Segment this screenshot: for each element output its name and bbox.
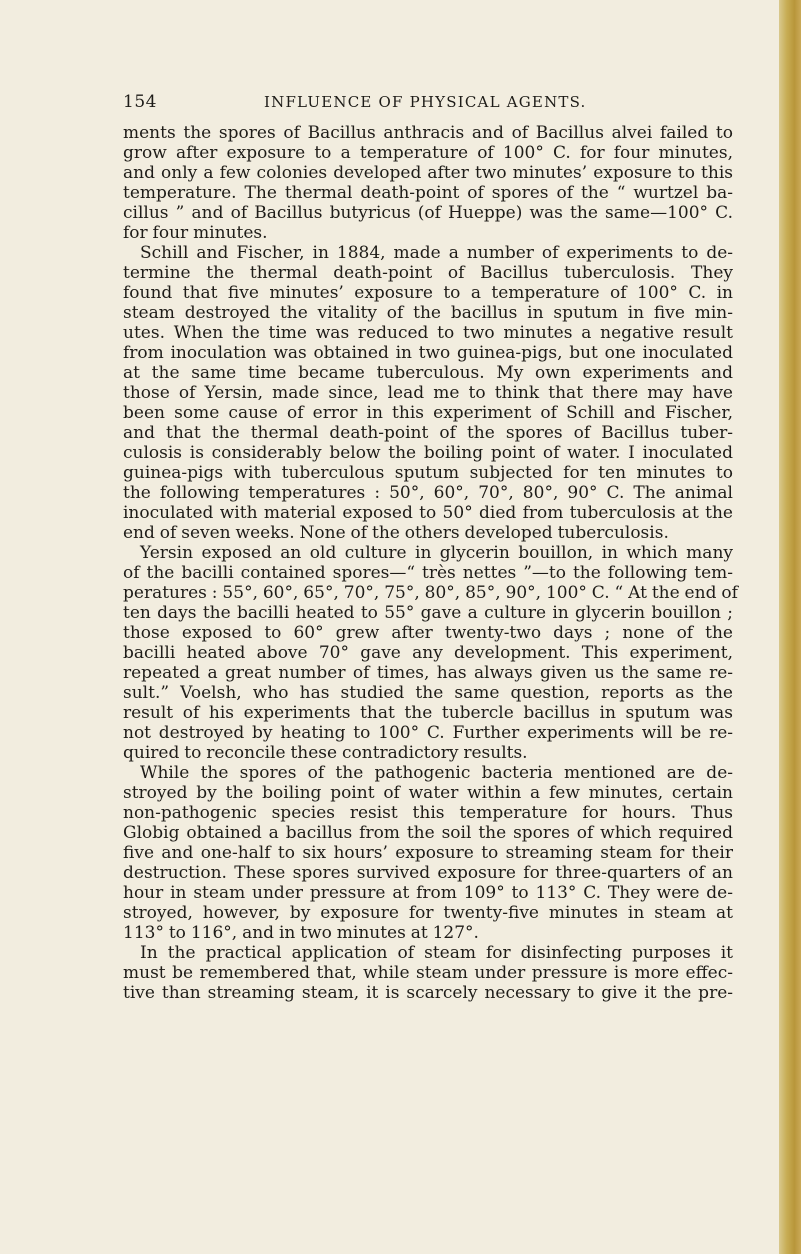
text-line: culosis is considerably below the boiling point of water. I inoculated — [123, 443, 733, 463]
text-line: non-pathogenic species resist this temperature for hours. Thus — [123, 803, 733, 823]
text-line: been some cause of error in this experiment of Schill and Fischer, — [123, 403, 733, 423]
text-line: steam destroyed the vitality of the bacillus in sputum in five min- — [123, 303, 733, 323]
text-line: quired to reconcile these contradictory results. — [123, 743, 528, 763]
text-line: of the bacilli contained spores—“ très nettes ”—to the following tem- — [123, 563, 733, 583]
text-line: end of seven weeks. None of the others developed tuberculosis. — [123, 523, 669, 543]
text-line: result of his experiments that the tubercle bacillus in sputum was — [123, 703, 733, 723]
body-text — [123, 123, 738, 1003]
text-line: Globig obtained a bacillus from the soil the spores of which required — [123, 823, 733, 843]
text-line: must be remembered that, while steam under pressure is more effec- — [123, 963, 733, 983]
text-line: peratures : 55°, 60°, 65°, 70°, 75°, 80°, 85°, 90°, 100° C. “ At the end of — [123, 583, 738, 603]
text-line: at the same time became tuberculous. My own experiments and — [123, 363, 733, 383]
text-line: five and one-half to six hours’ exposure to streaming steam for their — [123, 843, 733, 863]
text-line: temperature. The thermal death-point of spores of the “ wurtzel ba- — [123, 183, 733, 203]
text-line: inoculated with material exposed to 50° died from tuberculosis at the — [123, 503, 733, 523]
text-line: not destroyed by heating to 100° C. Further experiments will be re- — [123, 723, 733, 743]
text-line: repeated a great number of times, has always given us the same re- — [123, 663, 733, 683]
text-line: sult.” Voelsh, who has studied the same question, reports as the — [123, 683, 733, 703]
text-line: ten days the bacilli heated to 55° gave a culture in glycerin bouillon ; — [123, 603, 733, 623]
text-line: termine the thermal death-point of Bacillus tuberculosis. They — [123, 263, 733, 283]
text-line: ments the spores of Bacillus anthracis and of Bacillus alvei failed to — [123, 123, 733, 143]
page-header — [0, 92, 801, 116]
text-line: stroyed, however, by exposure for twenty-five minutes in steam at — [123, 903, 733, 923]
text-line: tive than streaming steam, it is scarcely necessary to give it the pre- — [123, 983, 733, 1003]
text-line: the following temperatures : 50°, 60°, 70°, 80°, 90° C. The animal — [123, 483, 733, 503]
text-line: 113° to 116°, and in two minutes at 127°. — [123, 923, 479, 943]
text-line: cillus ” and of Bacillus butyricus (of Hueppe) was the same—100° C. — [123, 203, 733, 223]
text-line: bacilli heated above 70° gave any development. This experiment, — [123, 643, 733, 663]
text-line: While the spores of the pathogenic bacteria mentioned are de- — [140, 763, 733, 783]
page-edge — [779, 0, 801, 1254]
text-line: found that five minutes’ exposure to a temperature of 100° C. in — [123, 283, 733, 303]
text-line: destruction. These spores survived exposure for three-quarters of an — [123, 863, 733, 883]
text-line: from inoculation was obtained in two guinea-pigs, but one inoculated — [123, 343, 733, 363]
text-line: utes. When the time was reduced to two minutes a negative result — [123, 323, 733, 343]
text-line: hour in steam under pressure at from 109° to 113° C. They were de- — [123, 883, 733, 903]
page-number: 154 — [123, 92, 157, 112]
text-line: stroyed by the boiling point of water within a few minutes, certain — [123, 783, 733, 803]
text-line: and only a few colonies developed after two minutes’ exposure to this — [123, 163, 733, 183]
text-line: grow after exposure to a temperature of 100° C. for four minutes, — [123, 143, 733, 163]
text-line: those exposed to 60° grew after twenty-two days ; none of the — [123, 623, 733, 643]
text-line: and that the thermal death-point of the spores of Bacillus tuber- — [123, 423, 733, 443]
text-line: Yersin exposed an old culture in glycerin bouillon, in which many — [140, 543, 733, 563]
running-head: INFLUENCE OF PHYSICAL AGENTS. — [264, 93, 587, 111]
text-line: In the practical application of steam for disinfecting purposes it — [140, 943, 733, 963]
text-line: those of Yersin, made since, lead me to think that there may have — [123, 383, 733, 403]
text-line: Schill and Fischer, in 1884, made a number of experiments to de- — [140, 243, 733, 263]
text-line: for four minutes. — [123, 223, 268, 243]
text-line: guinea-pigs with tuberculous sputum subjected for ten minutes to — [123, 463, 733, 483]
